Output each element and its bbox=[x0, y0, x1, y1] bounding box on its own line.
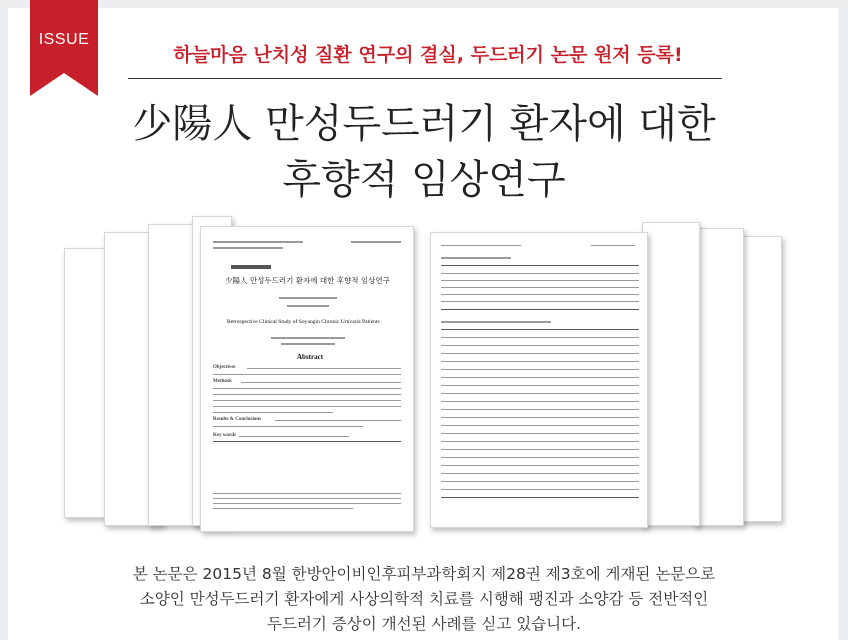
paper-methods-label: Methods bbox=[213, 379, 232, 384]
paper-results-label: Results & Conclusions bbox=[213, 417, 262, 422]
paper-objectives-label: Objectives bbox=[213, 365, 236, 370]
caption-line-2: 소양인 만성두드러기 환자에게 사상의학적 치료를 시행해 팽진과 소양감 등 전반적인 bbox=[139, 590, 709, 608]
paper-page-right-3 bbox=[694, 228, 744, 526]
paper-page-right-2 bbox=[642, 222, 700, 526]
frame-top bbox=[0, 0, 848, 8]
caption bbox=[40, 562, 808, 637]
paper-english-title: Retrospective Clinical Study of Soyangin Chronic Urticaria Patients bbox=[227, 319, 380, 325]
caption-line-3: 두드러기 증상이 개선된 사례를 싣고 있습니다. bbox=[266, 615, 582, 633]
paper-table-page bbox=[430, 232, 648, 528]
paper-front-page bbox=[200, 226, 414, 532]
caption-line-1: 본 논문은 2015년 8월 한방안이비인후피부과학회지 제28권 제3호에 게재된 논문으로 bbox=[132, 565, 716, 583]
paper-keywords-label: Key words bbox=[213, 433, 236, 438]
page-title-line2: 후향적 임상연구 bbox=[282, 157, 566, 203]
issue-badge-label: ISSUE bbox=[38, 31, 90, 48]
paper-abstract-heading: Abstract bbox=[297, 353, 324, 361]
paper-korean-title: 少陽人 만성두드러기 환자에 대한 후향적 임상연구 bbox=[225, 276, 390, 285]
divider bbox=[128, 78, 722, 79]
subtitle: 하늘마음 난치성 질환 연구의 결실, 두드러기 논문 원저 등록! bbox=[173, 44, 683, 66]
page-title-line1: 少陽人 만성두드러기 환자에 대한 bbox=[132, 101, 716, 147]
